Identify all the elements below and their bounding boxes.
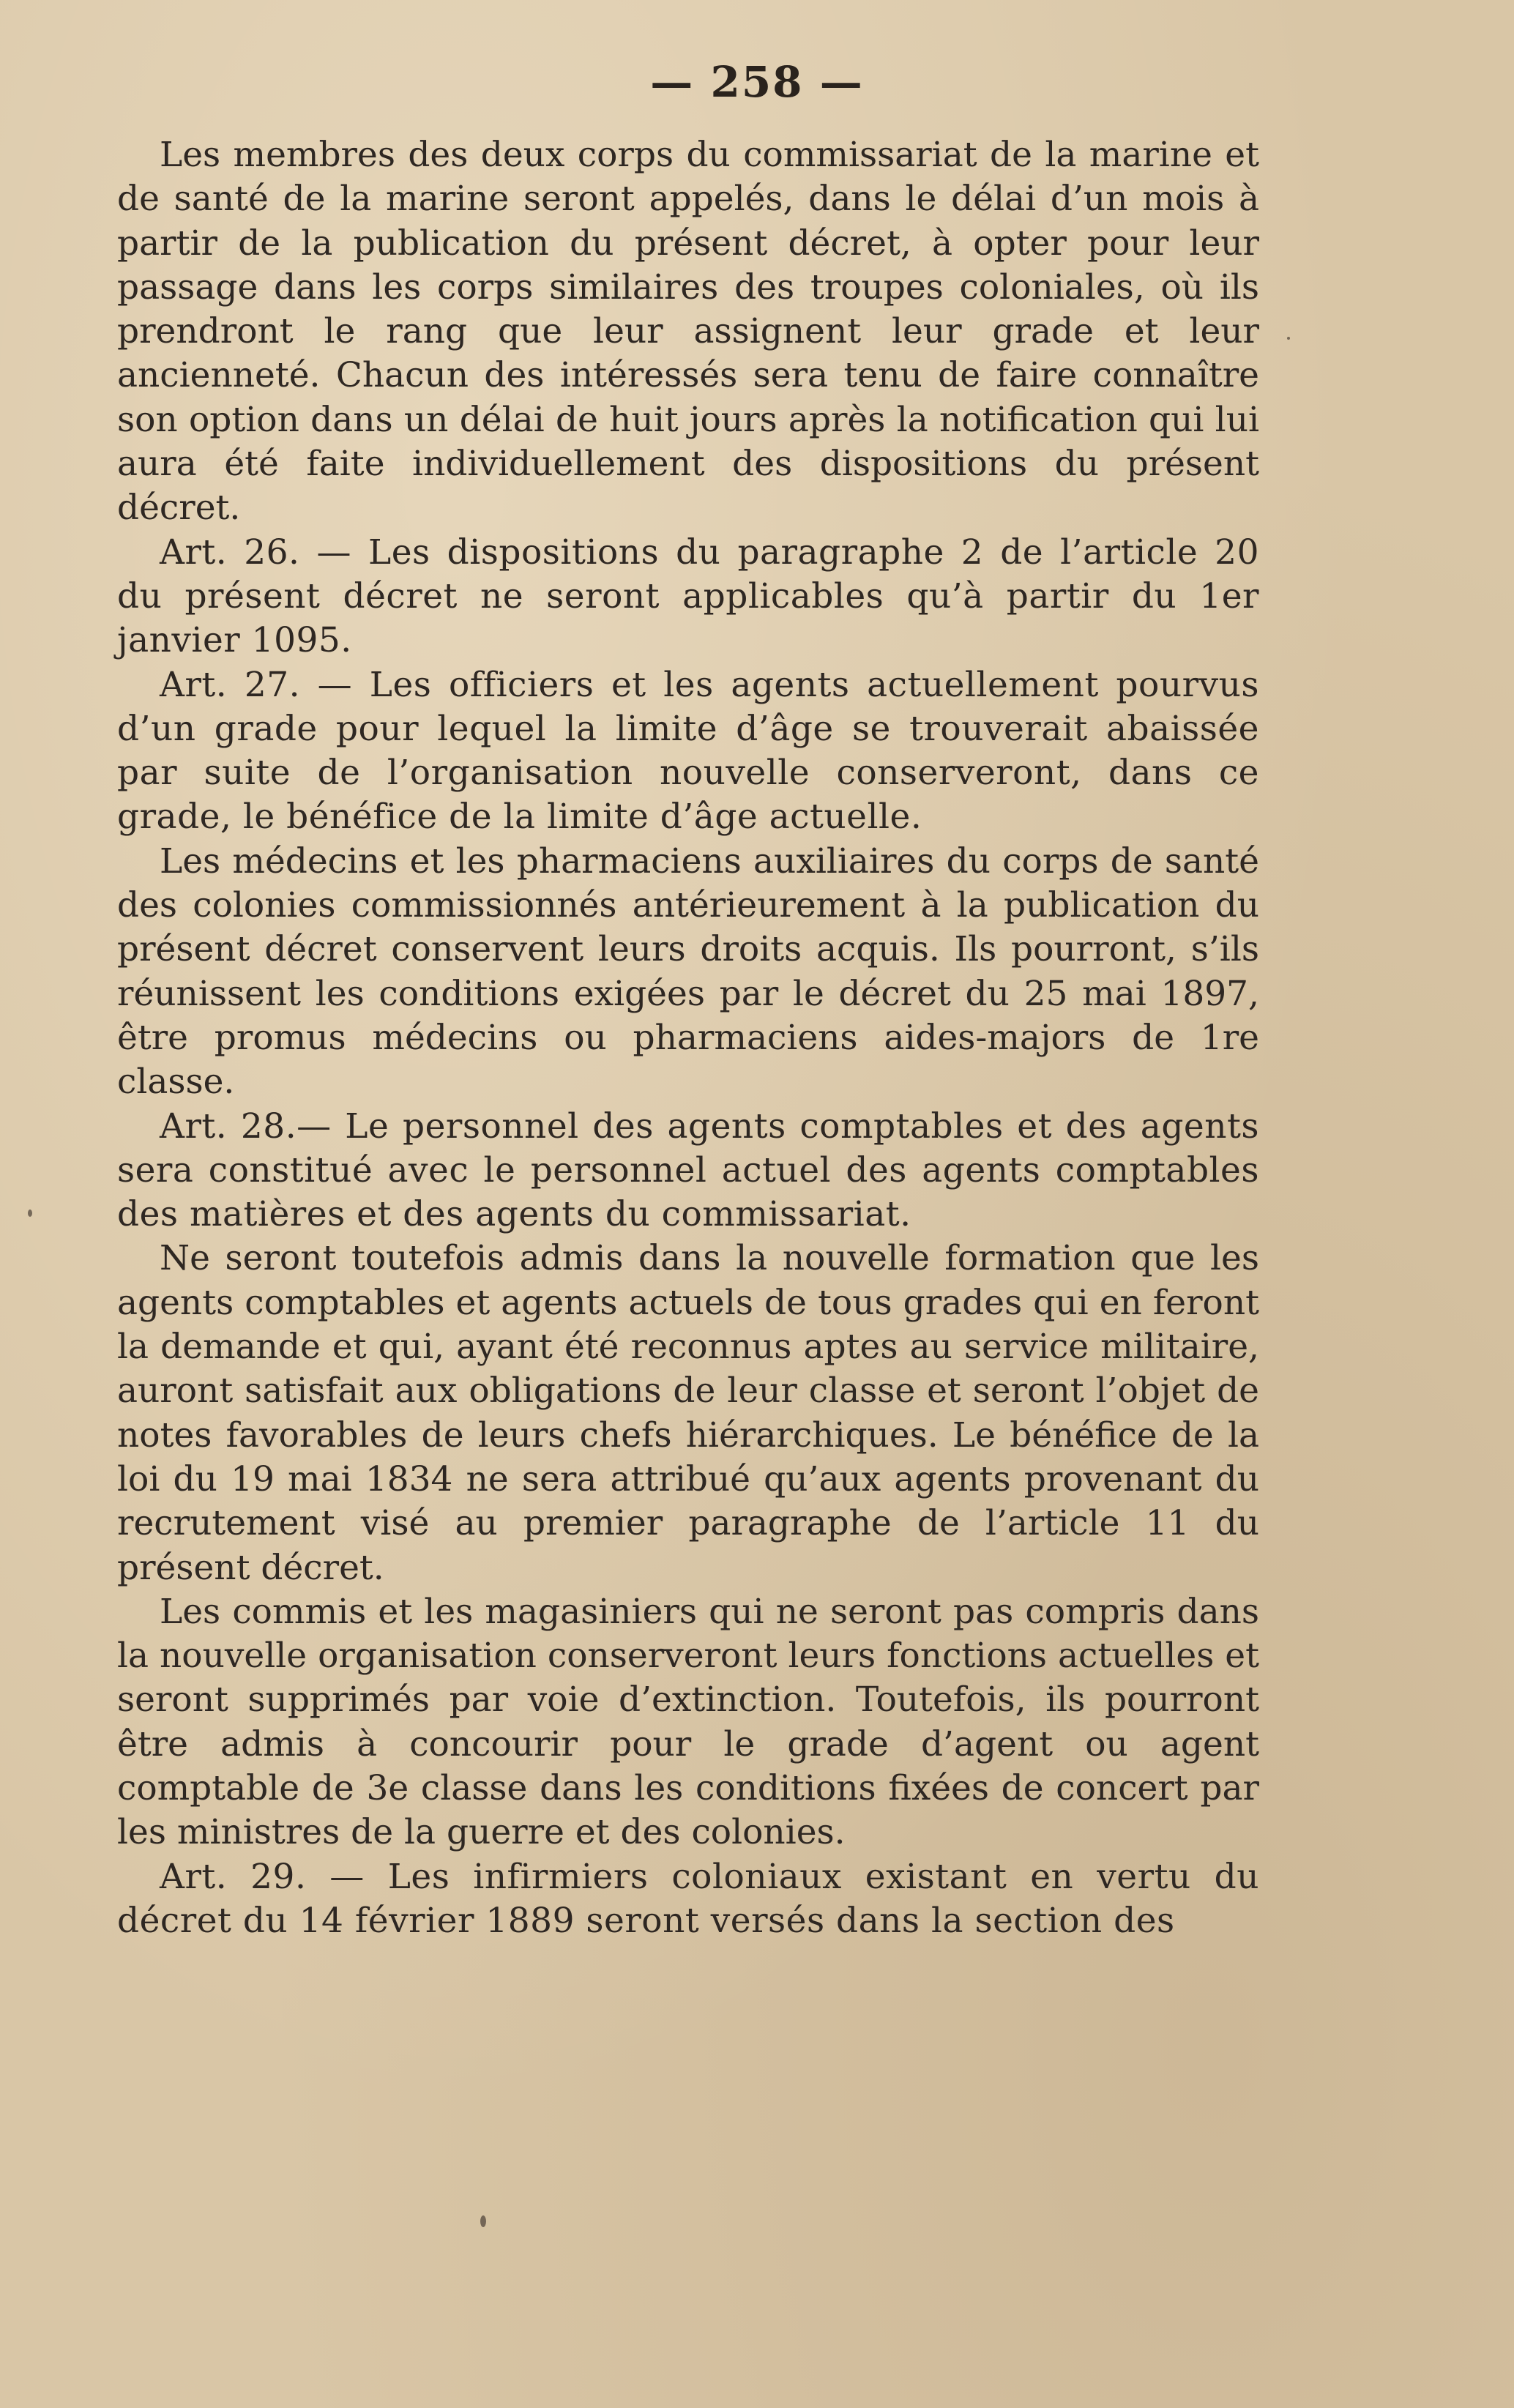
paper-speck bbox=[480, 2215, 486, 2227]
paragraph-commis: Les commis et les magasiniers qui ne seront pas compris dans la nouvelle organisation conserveront leurs fonctions actuelles et seront supprimés par voie d’extinction. Toutefois, ils pourront être admis à concourir pour le grade d’agent ou agent comptable de 3e classe dans les conditions fixées de concert par les ministres de la guerre et des colonies. bbox=[117, 1591, 1259, 1853]
paragraph-art-29: Art. 29. — Les infirmiers coloniaux existant en vertu du décret du 14 février 1889 seront versés dans la section des bbox=[117, 1856, 1259, 1941]
paper-speck bbox=[28, 1209, 32, 1217]
paragraph-art-27: Art. 27. — Les officiers et les agents actuellement pourvus d’un grade pour lequel la limite d’âge se trouverait abaissée par suite de l’organisation nouvelle conserveront, dans ce grade, le bénéfice de la limite d’âge actuelle. bbox=[117, 664, 1259, 838]
paper-speck bbox=[1287, 337, 1290, 340]
page-number: — 258 — bbox=[650, 57, 864, 107]
paragraph-art-26: Art. 26. — Les dispositions du paragraphe 2 de l’article 20 du présent décret ne seront applicables qu’à partir du 1er janvier 1095. bbox=[117, 532, 1259, 661]
body-text bbox=[117, 133, 1259, 1943]
paragraph-membres: Les membres des deux corps du commissariat de la marine et de santé de la marine seront appelés, dans le délai d’un mois à partir de la publication du présent décret, à opter pour leur passage dans les corps similaires des troupes coloniales, où ils prendront le rang que leur assignent leur grade et leur ancienneté. Chacun des intéressés sera tenu de faire connaître son option dans un délai de huit jours après la notification qui lui aura été faite individuellement des dispositions du présent décret. bbox=[117, 135, 1259, 529]
paragraph-admission: Ne seront toutefois admis dans la nouvelle formation que les agents comptables et agents actuels de tous grades qui en feront la demande et qui, ayant été reconnus aptes au service militaire, auront satisfait aux obligations de leur classe et seront l’objet de notes favorables de leurs chefs hiérarchiques. Le bénéfice de la loi du 19 mai 1834 ne sera attribué qu’aux agents provenant du recrutement visé au premier paragraphe de l’article 11 du présent décret. bbox=[117, 1238, 1259, 1588]
paragraph-art-28: Art. 28.— Le personnel des agents comptables et des agents sera constitué avec le personnel actuel des agents comptables des matières et des agents du commissariat. bbox=[117, 1106, 1259, 1235]
paragraph-medecins: Les médecins et les pharmaciens auxiliaires du corps de santé des colonies commissionnés antérieurement à la publication du présent décret conservent leurs droits acquis. Ils pourront, s’ils réunissent les conditions exigées par le décret du 25 mai 1897, être promus médecins ou pharmaciens aides-majors de 1re classe. bbox=[117, 840, 1259, 1103]
